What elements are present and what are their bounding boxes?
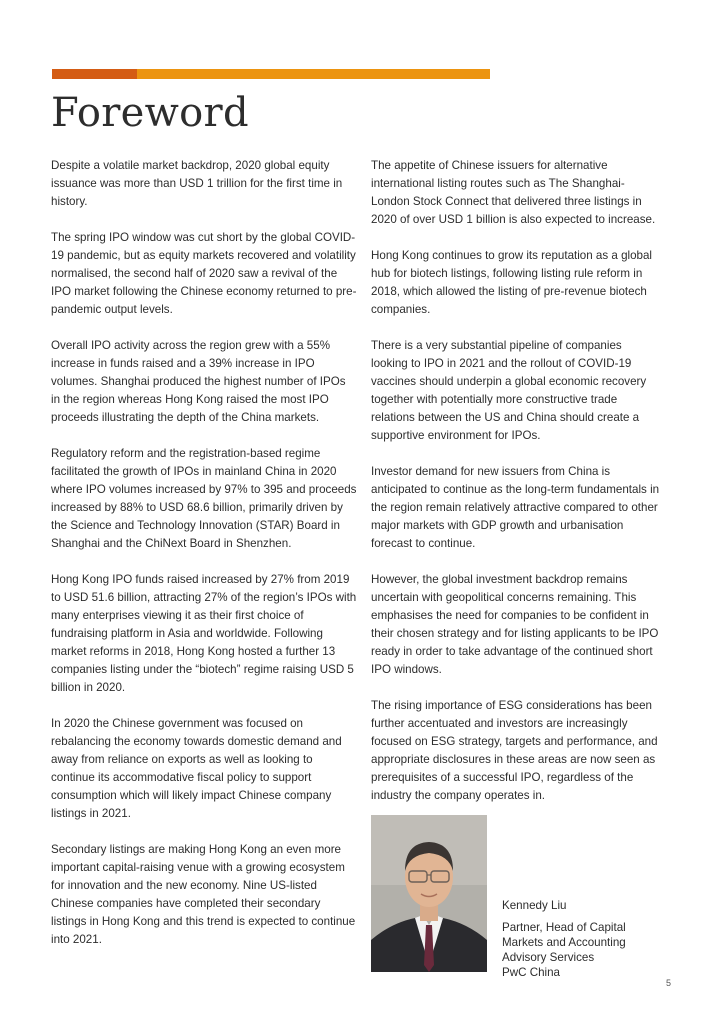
paragraph: There is a very substantial pipeline of companies looking to IPO in 2021 and the rollout of COVID-19 vaccines should underpin a global economic recovery together with potentially more constructive trade relations between the US and China should create a supportive environment for IPOs.: [371, 339, 647, 442]
author-name: Kennedy Liu: [502, 899, 567, 912]
paragraph: The appetite of Chinese issuers for alternative international listing routes such as The Shanghai-London Stock Connect that delivered three listings in 2020 of over USD 1 billion is also expected to increase.: [371, 159, 656, 226]
author-title-line: Advisory Services: [502, 951, 595, 964]
paragraph: Secondary listings are making Hong Kong an even more important capital-raising venue with a growing ecosystem for innovation and the new economy. Nine US-listed Chinese companies have completed their secondary listings in Hong Kong and this trend is expected to continue into 2021.: [51, 843, 356, 946]
portrait-illustration: [371, 815, 487, 972]
author-title-line: Partner, Head of Capital: [502, 921, 626, 934]
right-text-column: [371, 157, 661, 823]
paragraph: Regulatory reform and the registration-based regime facilitated the growth of IPOs in mainland China in 2020 where IPO volumes increased by 97% to 395 and proceeds increased by 88% to USD 68.6 billion, primarily driven by the Science and Technology Innovation (STAR) Board in Shanghai and the ChiNext Board in Shenzhen.: [51, 447, 357, 550]
paragraph: Hong Kong IPO funds raised increased by 27% from 2019 to USD 51.6 billion, attracting 27% of the region’s IPOs with many enterprises viewing it as their first choice of fundraising platform in Asia and worldwide. Following market reforms in 2018, Hong Kong hosted a further 13 companies listing under the “biotech” regime raising USD 5 billion in 2020.: [51, 573, 357, 694]
signature-block: [502, 898, 626, 980]
paragraph: However, the global investment backdrop remains uncertain with geopolitical concerns remaining. This emphasises the need for companies to be confident in their chosen strategy and for listing applicants to be IPO ready in order to take advantage of the continued short IPO windows.: [371, 573, 659, 676]
paragraph: Overall IPO activity across the region grew with a 55% increase in funds raised and a 39% increase in IPO volumes. Shanghai produced the highest number of IPOs in the region whereas Hong Kong raised the most IPO proceeds illustrating the depth of the China markets.: [51, 339, 346, 424]
left-text-column: [51, 157, 357, 967]
paragraph: Hong Kong continues to grow its reputation as a global hub for biotech listings, following listing rule reform in 2018, which allowed the listing of pre-revenue biotech companies.: [371, 249, 653, 316]
paragraph: The spring IPO window was cut short by the global COVID-19 pandemic, but as equity markets recovered and volatility normalised, the second half of 2020 saw a revival of the IPO market following the Chinese economy returned to pre-pandemic output levels.: [51, 231, 357, 316]
author-title-line: Markets and Accounting: [502, 936, 626, 949]
accent-bar: [52, 69, 490, 79]
author-portrait: [371, 815, 487, 972]
page-number: 5: [666, 978, 672, 988]
accent-bar-dark-segment: [52, 69, 137, 79]
accent-bar-light-segment: [137, 69, 490, 79]
paragraph: In 2020 the Chinese government was focused on rebalancing the economy towards domestic demand and away from reliance on exports as well as looking to continue its accommodative fiscal policy to support consumption which will likely impact Chinese company listings in 2021.: [51, 717, 342, 820]
page-title: Foreword: [51, 90, 249, 136]
author-title-line: PwC China: [502, 966, 560, 979]
paragraph: The rising importance of ESG considerations has been further accentuated and investors are increasingly focused on ESG strategy, targets and performance, and appropriate disclosures in these areas are now seen as prerequisites of a successful IPO, regardless of the industry the company operates in.: [371, 699, 658, 802]
paragraph: Despite a volatile market backdrop, 2020 global equity issuance was more than USD 1 trillion for the first time in history.: [51, 159, 343, 208]
paragraph: Investor demand for new issuers from China is anticipated to continue as the long-term fundamentals in the region remain relatively attractive compared to other major markets with GDP growth and urbanisation forecast to continue.: [371, 465, 660, 550]
